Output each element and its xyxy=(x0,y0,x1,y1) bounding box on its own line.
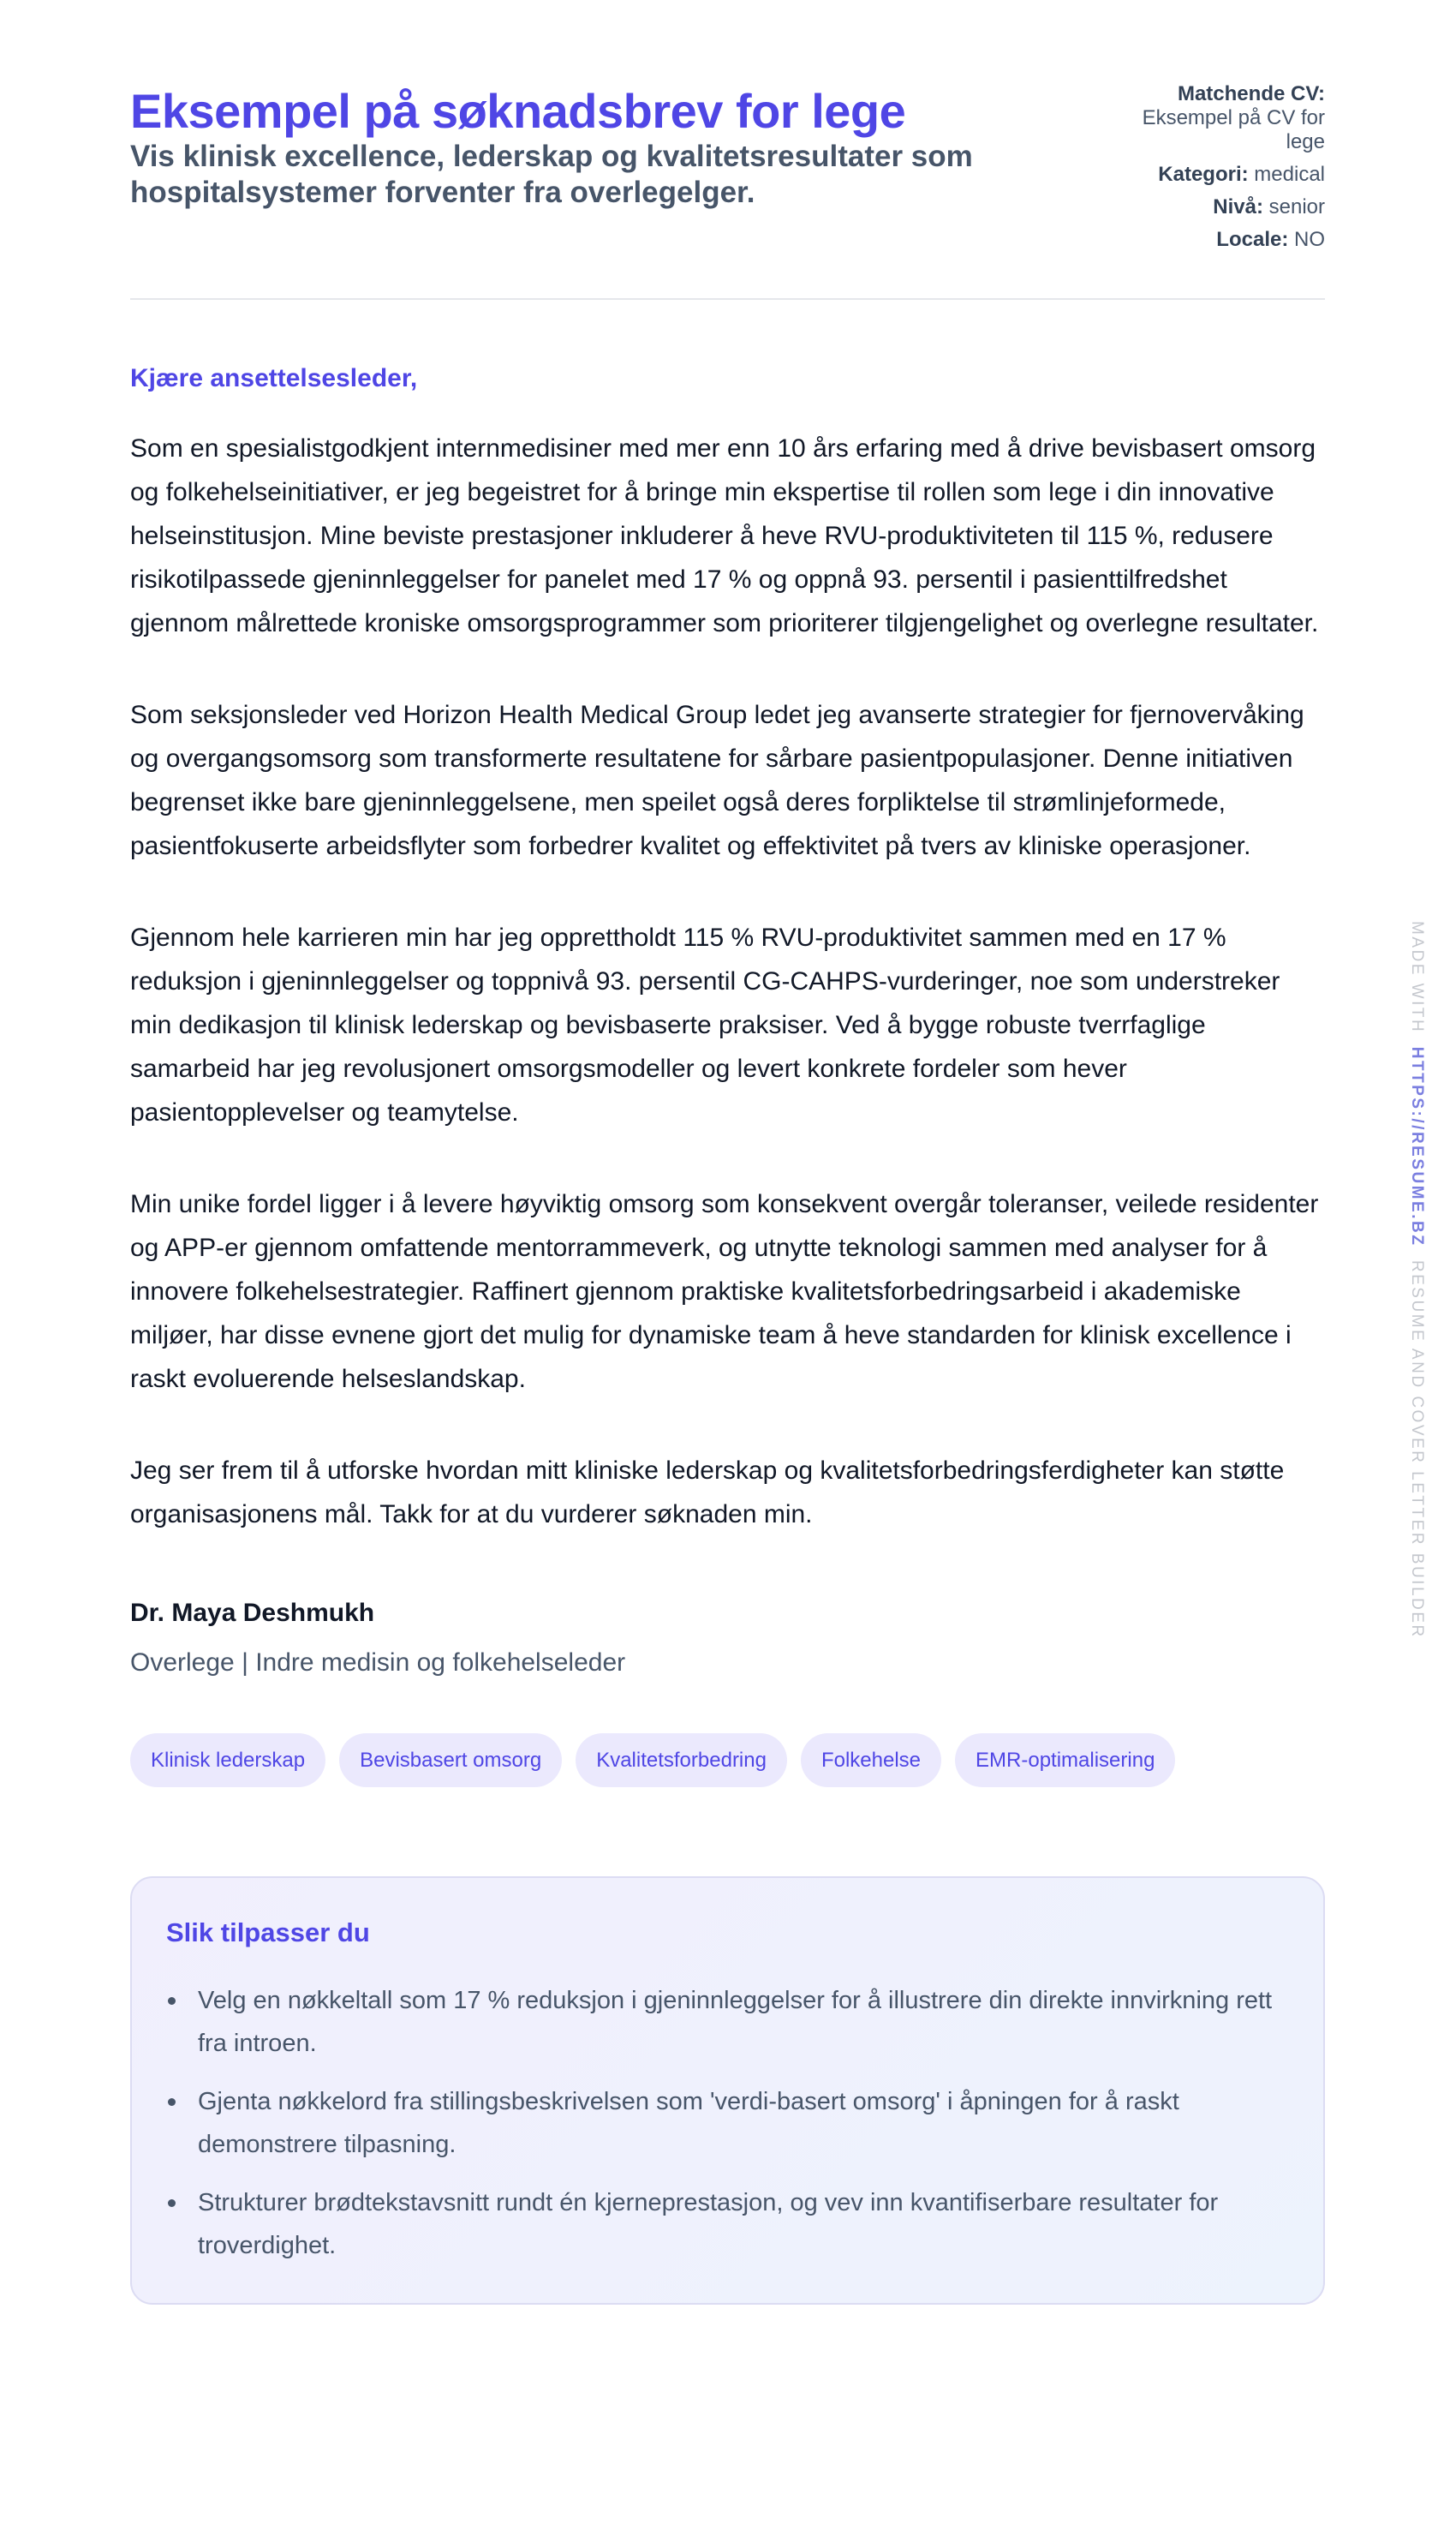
signature-title: Overlege | Indre medisin og folkehelseleder xyxy=(130,1648,626,1677)
meta-locale-value: NO xyxy=(1294,228,1325,251)
skill-tag[interactable]: Kvalitetsforbedring xyxy=(576,1733,787,1787)
tips-item-text: Velg en nøkkeltall som 17 % reduksjon i gjeninnleggelser for å illustrere din direkte innvirkning rett fra introen. xyxy=(198,1987,1273,2057)
letter-paragraph: Jeg ser frem til å utforske hvordan mitt kliniske lederskap og kvalitetsforbedringsferdigheter kan støtte organisasjonens mål. Takk for at du vurderer søknaden min. xyxy=(130,1456,1285,1528)
page-header xyxy=(130,0,1325,300)
letter-body xyxy=(130,427,1325,1536)
watermark-prefix: MADE WITH xyxy=(1408,921,1426,1034)
meta-matching-cv-label: Matchende CV: xyxy=(1177,82,1325,105)
tips-list xyxy=(166,1979,1289,2267)
meta-info xyxy=(1111,82,1325,260)
cover-letter xyxy=(130,362,1325,1680)
meta-locale xyxy=(1111,228,1325,252)
watermark-suffix: RESUME AND COVER LETTER BUILDER xyxy=(1408,1259,1426,1639)
watermark xyxy=(1405,921,1431,1639)
meta-level-label: Nivå: xyxy=(1213,195,1263,218)
tips-item-text: Strukturer brødtekstavsnitt rundt én kjerneprestasjon, og vev inn kvantifiserbare resultater for troverdighet. xyxy=(198,2189,1219,2259)
bullet-icon xyxy=(168,2098,176,2106)
meta-category xyxy=(1111,163,1325,187)
letter-paragraph: Gjennom hele karrieren min har jeg opprettholdt 115 % RVU-produktivitet sammen med en 17 % reduksjon i gjeninnleggelser og toppnivå 93. persentil CG-CAHPS-vurderinger, noe som understreker min dedikasjon til klinisk lederskap og bevisbaserte praksiser. Ved å bygge robuste tverrfaglige samarbeid har jeg revolusjonert omsorgsmodeller og levert konkrete fordeler som hever pasientopplevelser og teamytelse. xyxy=(130,924,1280,1127)
skill-tags xyxy=(130,1733,1325,1787)
skill-tag[interactable]: Bevisbasert omsorg xyxy=(339,1733,562,1787)
signature xyxy=(130,1596,1325,1680)
bullet-icon xyxy=(168,2199,176,2207)
meta-category-value: medical xyxy=(1254,163,1325,186)
letter-paragraph: Som seksjonsleder ved Horizon Health Medical Group ledet jeg avanserte strategier for fjernovervåking og overgangsomsorg som transformerte resultatene for sårbare pasientpopulasjoner. Denne initiativen begrenset ikke bare gjeninnleggelsene, men speilet også deres forpliktelse til strømlinjeformede, pasientfokuserte arbeidsflyter som forbedrer kvalitet og effektivitet på tvers av kliniske operasjoner. xyxy=(130,701,1304,860)
letter-paragraph: Min unike fordel ligger i å levere høyviktig omsorg som konsekvent overgår toleranser, veilede residenter og APP-er gjennom omfattende mentorrammeverk, og utnytte teknologi sammen med analyser for å innovere folkehelsestrategier. Raffinert gjennom praktiske kvalitetsforbedringsarbeid i akademiske miljøer, har disse evnene gjort det mulig for dynamiske team å heve standarden for klinisk excellence i raskt evoluerende helseslandskap. xyxy=(130,1190,1319,1393)
page-subtitle: Vis klinisk excellence, lederskap og kvalitetsresultater som hospitalsystemer forventer fra overlegelger. xyxy=(130,140,973,209)
content-container xyxy=(130,0,1325,2305)
meta-matching-cv-link[interactable]: Eksempel på CV for lege xyxy=(1142,106,1325,153)
meta-locale-label: Locale: xyxy=(1216,228,1289,251)
customization-tips xyxy=(130,1876,1325,2305)
meta-matching-cv xyxy=(1111,82,1325,154)
tips-item xyxy=(166,2080,1289,2166)
signature-name: Dr. Maya Deshmukh xyxy=(130,1599,375,1627)
watermark-text xyxy=(1407,921,1426,1639)
tips-item xyxy=(166,2181,1289,2267)
letter-greeting: Kjære ansettelsesleder, xyxy=(130,364,418,392)
tips-title: Slik tilpasser du xyxy=(166,1917,370,1947)
tips-item-text: Gjenta nøkkelord fra stillingsbeskrivelsen som 'verdi-basert omsorg' i åpningen for å raskt demonstrere tilpasning. xyxy=(198,2088,1179,2158)
meta-level xyxy=(1111,195,1325,219)
meta-category-label: Kategori: xyxy=(1158,163,1249,186)
meta-level-value: senior xyxy=(1268,195,1325,218)
skill-tag[interactable]: Klinisk lederskap xyxy=(130,1733,325,1787)
letter-paragraph: Som en spesialistgodkjent internmedisiner med mer enn 10 års erfaring med å drive bevisbasert omsorg og folkehelseinitiativer, er jeg begeistret for å bringe min ekspertise til rollen som lege i din innovative helseinstitusjon. Mine beviste prestasjoner inkluderer å heve RVU-produktiviteten til 115 %, redusere risikotilpassede gjeninnleggelser for panelet med 17 % og oppnå 93. persentil i pasienttilfredshet gjennom målrettede kroniske omsorgsprogrammer som prioriterer tilgjengelighet og overlegne resultater. xyxy=(130,434,1319,637)
skill-tag[interactable]: Folkehelse xyxy=(801,1733,941,1787)
bullet-icon xyxy=(168,1997,176,2005)
tips-item xyxy=(166,1979,1289,2065)
skill-tag[interactable]: EMR-optimalisering xyxy=(955,1733,1175,1787)
page-title: Eksempel på søknadsbrev for lege xyxy=(130,84,906,138)
watermark-link[interactable]: HTTPS://RESUME.BZ xyxy=(1408,1046,1426,1247)
